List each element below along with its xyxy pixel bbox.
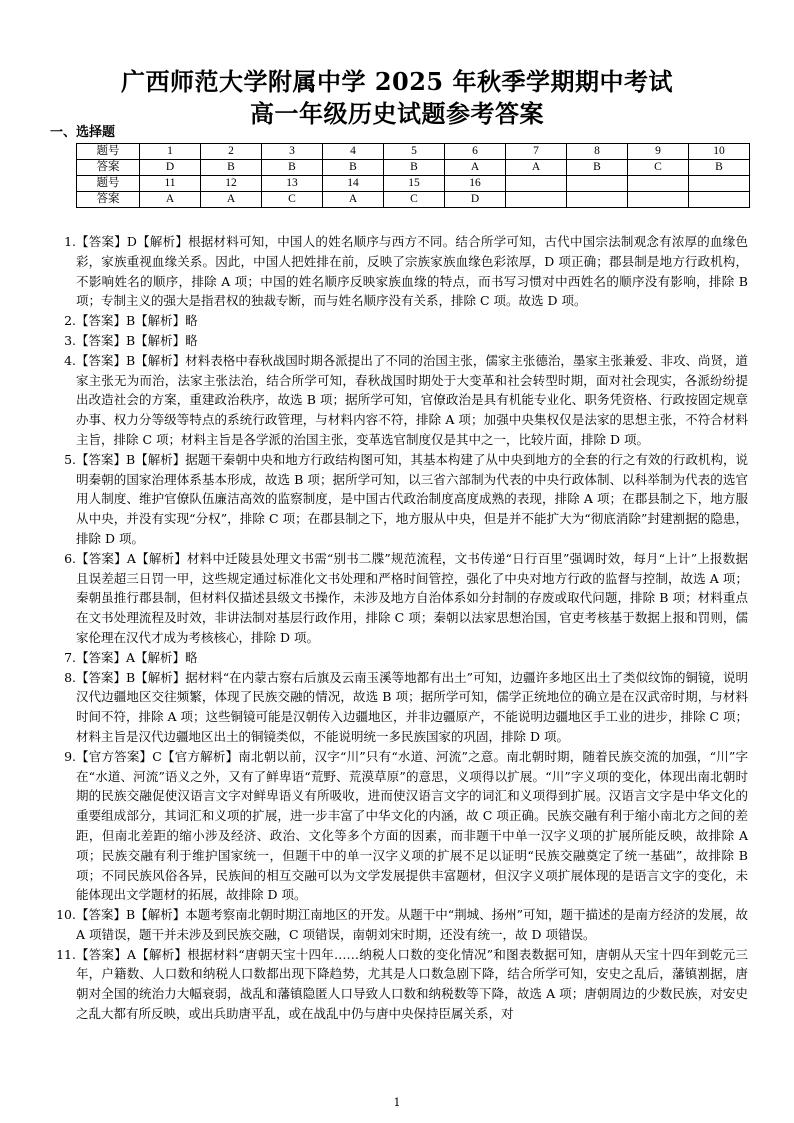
table-cell: C — [628, 160, 689, 176]
row-label: 题号 — [77, 176, 140, 192]
item-text: 【答案】B【解析】据材料“在内蒙古察右后旗及云南玉溪等地都有出土”可知，边疆许多地区出土了类似纹饰的铜镜，说明汉代边疆地区交往频繁，体现了民族交融的情况，故选 B 项；据所学可知，儒学正统地位的确立是在汉武帝时期，与材料时间不符，排除 A 项；这些铜镜可能是汉朝传入边疆地区，并非边疆原产，不能说明边疆地区手工业的进步，排除 C 项；材料主旨是汉代边疆地区出土的铜镜类似，不能说明统一多民族国家的巩固，排除 D 项。 — [76, 669, 748, 744]
row-label: 题号 — [77, 144, 140, 160]
table-cell: B — [384, 160, 445, 176]
table-cell: B — [689, 160, 750, 176]
table-cell: 11 — [140, 176, 201, 192]
explanation-item — [48, 945, 748, 1024]
table-cell — [689, 176, 750, 192]
item-text: 【答案】A【解析】根据材料“唐朝天宝十四年……纳税人口数的变化情况”和图表数据可知，唐朝从天宝十四年到乾元三年，户籍数、人口数和纳税人口数都出现下降趋势，尤其是人口数急剧下降，结合所学可知，安史之乱后，藩镇割据，唐朝对全国的统治力大幅衰弱，战乱和藩镇隐匿人口导致人口数和纳税数等下降，故选 A 项；唐朝周边的少数民族，对安史之乱大都有所反映，或出兵助唐平乱，或在战乱中仍与唐中央保持臣属关系，对 — [76, 946, 748, 1022]
table-cell — [506, 176, 567, 192]
explanation-item — [48, 351, 748, 450]
table-cell — [506, 192, 567, 208]
item-text: 【答案】B【解析】略 — [76, 332, 198, 348]
item-number: 9. — [64, 748, 76, 764]
table-cell: 14 — [323, 176, 384, 192]
page-number: 1 — [393, 1096, 401, 1109]
explanation-item — [48, 668, 748, 747]
item-number: 2. — [64, 313, 76, 329]
row-label: 答案 — [77, 192, 140, 208]
explanation-item — [48, 331, 748, 351]
question-number-row — [77, 144, 750, 160]
table-cell: 2 — [201, 144, 262, 160]
item-number: 1. — [64, 234, 76, 249]
table-cell: 6 — [445, 144, 506, 160]
answer-row — [77, 160, 750, 176]
table-cell: A — [140, 192, 201, 208]
answer-explanations — [48, 232, 748, 1024]
table-cell: 12 — [201, 176, 262, 192]
explanation-item — [48, 549, 748, 648]
explanation-item — [48, 648, 748, 668]
item-number: 10. — [56, 907, 76, 923]
table-cell: C — [384, 192, 445, 208]
item-text: 【答案】A【解析】略 — [76, 649, 198, 665]
table-cell: 9 — [628, 144, 689, 160]
table-cell: A — [445, 160, 506, 176]
document-title: 广西师范大学附属中学 2025 年秋季学期期中考试 — [120, 67, 673, 96]
table-cell: B — [567, 160, 628, 176]
item-number: 3. — [64, 332, 76, 348]
table-cell — [689, 192, 750, 208]
table-cell: 1 — [140, 144, 201, 160]
table-cell: B — [323, 160, 384, 176]
row-label: 答案 — [77, 160, 140, 176]
item-number: 5. — [64, 451, 76, 467]
answer-table — [76, 143, 750, 208]
explanation-item — [48, 311, 748, 331]
question-number-row — [77, 176, 750, 192]
document-subtitle: 高一年级历史试题参考答案 — [250, 99, 544, 128]
item-text: 【答案】B【解析】据题干秦朝中央和地方行政结构图可知，其基本构建了从中央到地方的全套的行之有效的行政机构，说明秦朝的国家治理体系基本形成，故选 B 项；据所学可知，以三省六部制为代表的中央行政体制、以科举制为代表的选官用人制度、维护官僚队伍廉洁高效的监察制度，是中国古代政治制度高度成熟的表现，排除 A 项；在郡县制之下，地方服从中央，并没有实现“分权”，排除 C 项；在郡县制之下，地方服从中央，但是并不能扩大为“彻底消除”封建割据的隐患，排除 D 项。 — [76, 451, 748, 546]
item-number: 7. — [64, 649, 76, 665]
item-text: 【答案】B【解析】本题考察南北朝时期江南地区的开发。从题干中“荆城、扬州”可知，题干描述的是南方经济的发展，故 A 项错误，题干并未涉及到民族交融，C 项错误，南朝刘宋时期，还没有统一，故 D 项错误。 — [76, 907, 748, 942]
section-heading: 一、选择题 — [50, 125, 116, 140]
table-cell: 13 — [262, 176, 323, 192]
table-cell: D — [140, 160, 201, 176]
table-cell: 5 — [384, 144, 445, 160]
explanation-item — [48, 905, 748, 945]
table-cell: A — [323, 192, 384, 208]
item-number: 11. — [56, 946, 76, 962]
explanation-item — [48, 747, 748, 905]
explanation-item — [48, 450, 748, 549]
table-cell: A — [506, 160, 567, 176]
item-text: 【答案】B【解析】略 — [76, 313, 198, 329]
table-cell — [628, 192, 689, 208]
table-cell: 10 — [689, 144, 750, 160]
table-cell: B — [262, 160, 323, 176]
item-number: 4. — [64, 352, 76, 368]
table-cell: D — [445, 192, 506, 208]
item-text: 【官方答案】C【官方解析】南北朝以前，汉字“川”只有“水道、河流”之意。南北朝时期，随着民族交流的加强，“川”字在“水道、河流”语义之外，又有了鲜卑语“荒野、荒漠草原”的意思，义项得以扩展。“川”字义项的变化，体现出南北朝时期的民族交融促使汉语言文字对鲜卑语义有所吸收，进而使汉语言文字的词汇和义项得到扩展。汉语言文字是中华文化的重要组成部分，其词汇和义项的扩展，进一步丰富了中华文化的内涵，故 C 项正确。民族交融有利于缩小南北方之间的差距，但南北差距的缩小涉及经济、政治、文化等多个方面的因素，而非题干中单一汉字义项的扩展所能反映，故排除 A 项；民族交融有利于维护国家统一，但题干中的单一汉字义项的扩展不足以证明“民族交融奠定了统一基础”，故排除 B 项；不同民族风俗各异，民族间的相互交融可以为文学发展提供丰富题材，但汉字义项扩展体现的是语言文字的变化，未能体现出文学题材的拓展，故排除 D 项。 — [76, 748, 748, 903]
table-cell — [628, 176, 689, 192]
table-cell: 4 — [323, 144, 384, 160]
item-text: 【答案】A【解析】材料中迁陵县处理文书需“别书二牒”规范流程，文书传递“日行百里”强调时效，每月“上计”上报数据且误差超三日罚一甲，这些规定通过标准化文书处理和严格时间管控，强化了中央对地方行政的监督与控制，故选 A 项；秦朝虽推行郡县制，但材料仅描述县级文书操作，未涉及地方自治体系如分封制的存废或取代问题，排除 B 项；材料重点在文书处理流程及时效，非讲法制对基层行政作用，排除 C 项；秦朝以法家思想治国，官吏考核基于数据上报和罚则，儒家伦理在汉代才成为考核核心，排除 D 项。 — [76, 550, 748, 645]
table-cell: 16 — [445, 176, 506, 192]
table-cell — [567, 176, 628, 192]
table-cell: 7 — [506, 144, 567, 160]
item-number: 6. — [64, 550, 76, 566]
table-cell: 3 — [262, 144, 323, 160]
table-cell: C — [262, 192, 323, 208]
table-cell: 15 — [384, 176, 445, 192]
table-cell: 8 — [567, 144, 628, 160]
table-cell: B — [201, 160, 262, 176]
item-number: 8. — [64, 669, 76, 685]
explanation-item — [48, 232, 748, 311]
item-text: 【答案】B【解析】材料表格中春秋战国时期各派提出了不同的治国主张，儒家主张德治，墨家主张兼爱、非攻、尚贤，道家主张无为而治，法家主张法治，结合所学可知，春秋战国时期处于大变革和社会转型时期，面对社会现实，各派纷纷提出改造社会的方案，重建政治秩序，故选 B 项；据所学可知，官僚政治是具有机能专业化、职务凭资格、行政按固定规章办事、权力分等级等特点的系统行政管理，与材料内容不符，排除 A 项；加强中央集权仅是法家的思想主张，不符合材料主旨，排除 C 项；材料主旨是各学派的治国主张，变革选官制度仅是其中之一，比较片面，排除 D 项。 — [76, 352, 748, 447]
item-text: 【答案】D【解析】根据材料可知，中国人的姓名顺序与西方不同。结合所学可知，古代中国宗法制观念有浓厚的血缘色彩，家族重视血缘关系。因此，中国人把姓排在前，反映了宗族家族血缘色彩浓厚，D 项正确；郡县制是地方行政机构，不影响姓名的顺序，排除 A 项；中国的姓名顺序反映家族血缘的特点，而书写习惯对中西姓名的顺序没有影响，排除 B 项；专制主义的强大是指君权的独裁专断，而与姓名顺序没有关系，排除 C 项。故选 D 项。 — [76, 234, 748, 309]
table-cell — [567, 192, 628, 208]
answer-row — [77, 192, 750, 208]
table-cell: A — [201, 192, 262, 208]
